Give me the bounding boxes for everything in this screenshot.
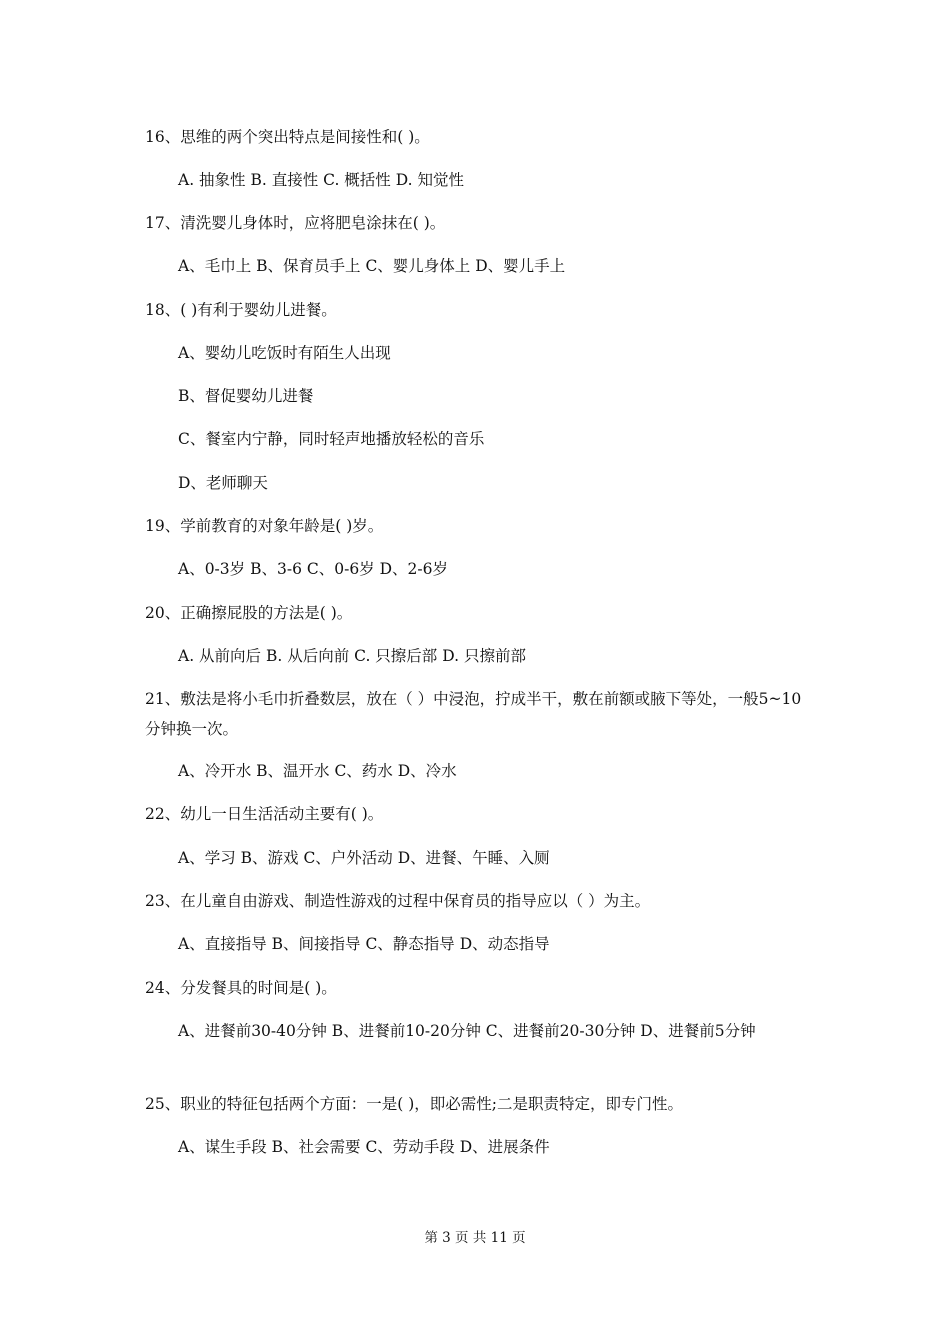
question-25: 25、职业的特征包括两个方面：一是( )，即必需性;二是职责特定，即专门性。 (145, 1095, 683, 1113)
options-19: A、0-3岁 B、3-6 C、0-6岁 D、2-6岁 (178, 560, 448, 578)
options-25: A、谋生手段 B、社会需要 C、劳动手段 D、进展条件 (178, 1138, 550, 1156)
question-19: 19、学前教育的对象年龄是( )岁。 (145, 517, 384, 535)
option-18c: C、餐室内宁静，同时轻声地播放轻松的音乐 (178, 430, 485, 448)
question-18: 18、( )有利于婴幼儿进餐。 (145, 301, 337, 319)
question-16: 16、思维的两个突出特点是间接性和( )。 (145, 128, 430, 146)
option-18d: D、老师聊天 (178, 474, 268, 492)
options-20: A. 从前向后 B. 从后向前 C. 只擦后部 D. 只擦前部 (178, 647, 526, 665)
options-23: A、直接指导 B、间接指导 C、静态指导 D、动态指导 (178, 935, 550, 953)
options-22: A、学习 B、游戏 C、户外活动 D、进餐、午睡、入厕 (178, 849, 550, 867)
options-16: A. 抽象性 B. 直接性 C. 概括性 D. 知觉性 (178, 171, 464, 189)
question-17: 17、清洗婴儿身体时，应将肥皂涂抹在( )。 (145, 214, 446, 232)
options-21: A、冷开水 B、温开水 C、药水 D、冷水 (178, 762, 457, 780)
options-24: A、进餐前30-40分钟 B、进餐前10-20分钟 C、进餐前20-30分钟 D、进餐前5分钟 (178, 1022, 756, 1040)
question-24: 24、分发餐具的时间是( )。 (145, 979, 337, 997)
question-21: 21、敷法是将小毛巾折叠数层，放在（ ）中浸泡，拧成半干，敷在前额或腋下等处，一般5~10分钟换一次。 (145, 690, 802, 738)
options-17: A、毛巾上 B、保育员手上 C、婴儿身体上 D、婴儿手上 (178, 257, 566, 275)
option-18b: B、督促婴幼儿进餐 (178, 387, 314, 405)
option-18a: A、婴幼儿吃饭时有陌生人出现 (178, 344, 391, 362)
question-22: 22、幼儿一日生活活动主要有( )。 (145, 805, 384, 823)
page-footer: 第 3 页 共 11 页 (424, 1230, 526, 1246)
question-20: 20、正确擦屁股的方法是( )。 (145, 604, 353, 622)
question-23: 23、在儿童自由游戏、制造性游戏的过程中保育员的指导应以（ ）为主。 (145, 892, 651, 910)
